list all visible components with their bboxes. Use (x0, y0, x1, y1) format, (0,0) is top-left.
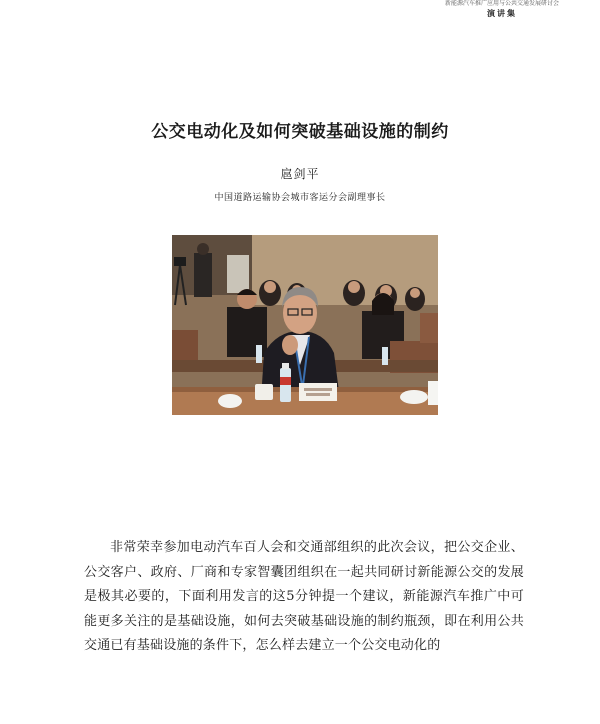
article-author: 扈剑平 (280, 167, 320, 181)
running-header (442, 0, 562, 20)
running-header-series: 新能源汽车推广应用与公共交通发展研讨会 (444, 0, 559, 7)
article-body (84, 536, 524, 659)
article-title: 公交电动化及如何突破基础设施的制约 (151, 122, 449, 142)
speaker-photo (172, 235, 438, 415)
body-paragraph: 非常荣幸参加电动汽车百人会和交通部组织的此次会议，把公交企业、公交客户、政府、厂商和专家智囊团组织在一起共同研讨新能源公交的发展是极其必要的，下面利用发言的这5分钟提一个建议，新能源汽车推广中可能更多关注的是基础设施，如何去突破基础设施的制约瓶颈，即在利用公共交通已有基础设施的条件下，怎么样去建立一个公交电动化的 (84, 540, 524, 654)
running-header-label: 演讲集 (487, 9, 517, 18)
author-affiliation: 中国道路运输协会城市客运分会副理事长 (214, 193, 386, 203)
photo-illustration (172, 235, 438, 415)
